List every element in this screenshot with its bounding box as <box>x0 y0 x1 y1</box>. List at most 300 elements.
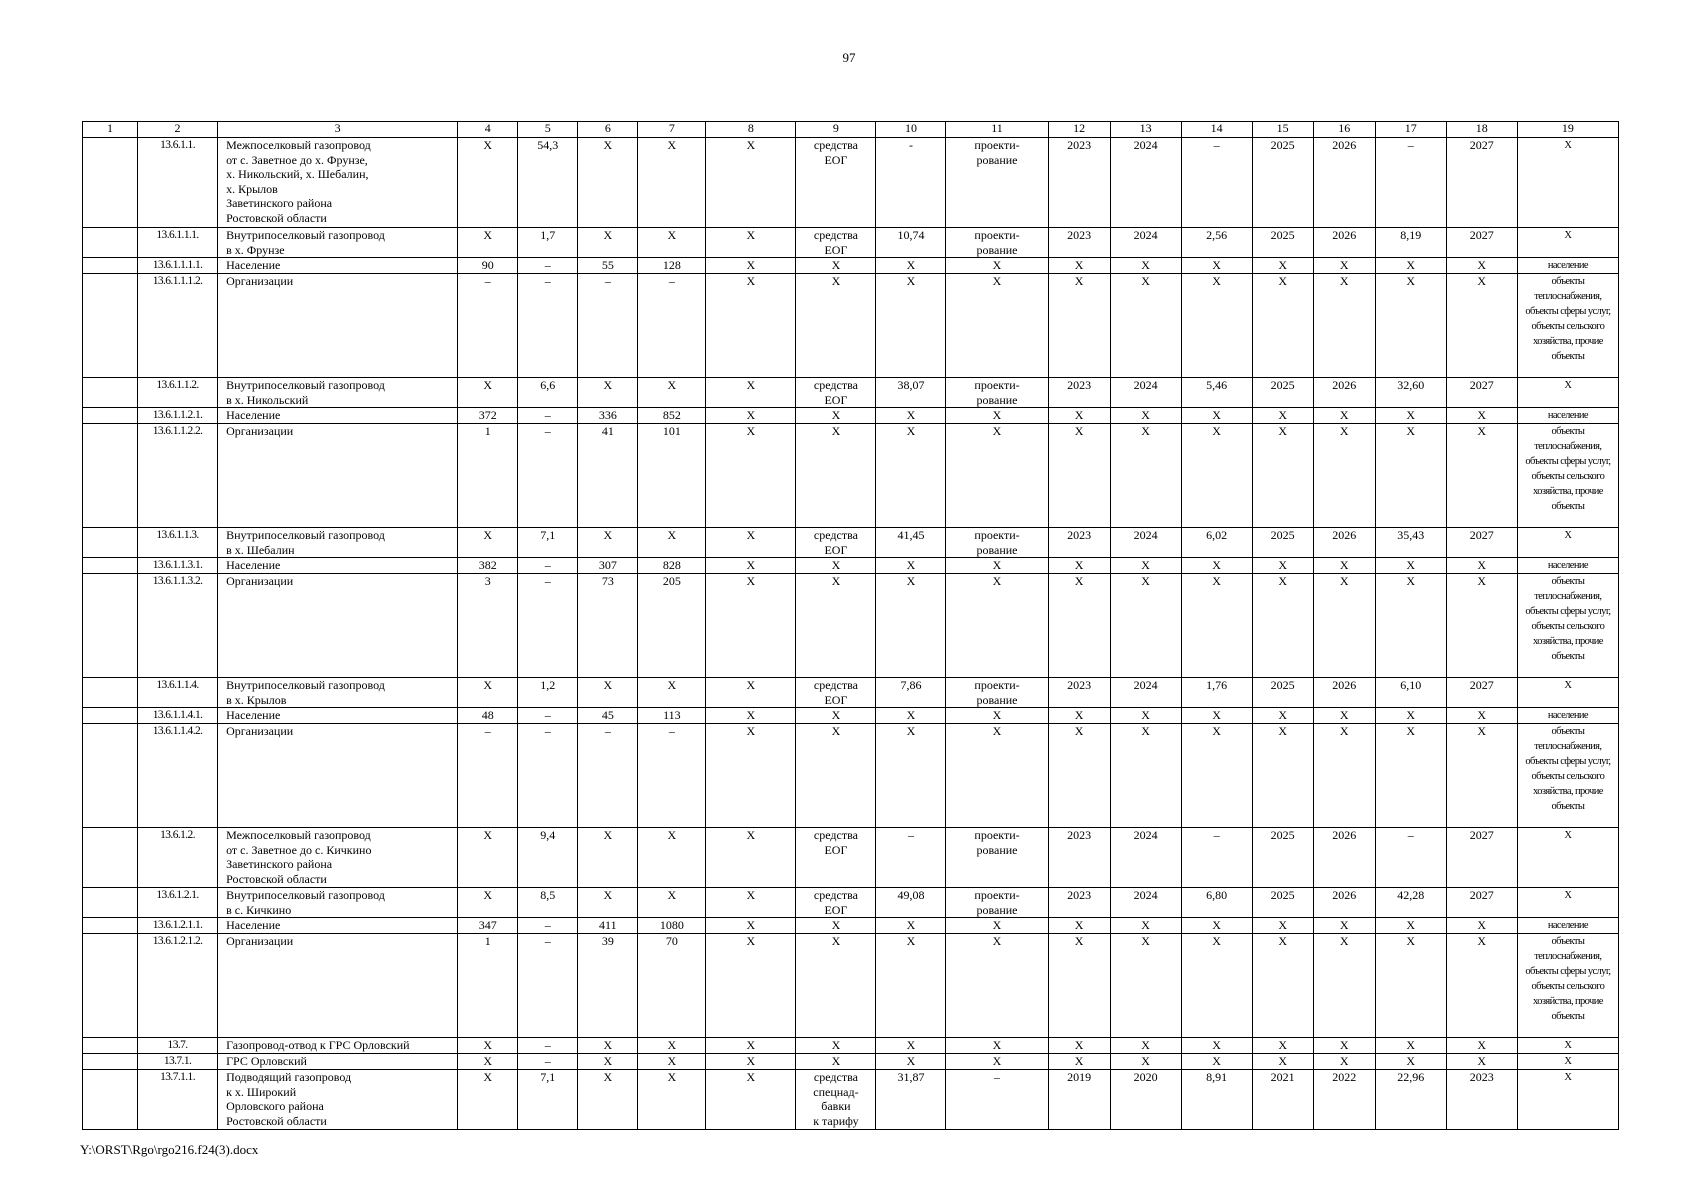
year-col15: Х <box>1252 918 1313 934</box>
year-col18: Х <box>1446 424 1517 528</box>
value-col4: Х <box>458 828 518 888</box>
stage: Х <box>946 724 1048 828</box>
consumers: Х <box>1517 1038 1618 1054</box>
row-group-cell <box>83 918 138 934</box>
stage: Х <box>946 918 1048 934</box>
year-col15: Х <box>1252 558 1313 574</box>
value-col8: Х <box>706 828 796 888</box>
funding-source: Х <box>796 424 876 528</box>
table-row <box>83 558 1619 574</box>
value-col6: 411 <box>578 918 638 934</box>
stage: – <box>946 1070 1048 1130</box>
value-col4: Х <box>458 678 518 708</box>
table-row <box>83 1038 1619 1054</box>
length-km: – <box>518 274 578 378</box>
length-km: – <box>518 408 578 424</box>
year-col16: Х <box>1313 424 1375 528</box>
value-col14: – <box>1181 828 1252 888</box>
row-group-cell <box>83 678 138 708</box>
table-row <box>83 258 1619 274</box>
value-col7: Х <box>638 1070 706 1130</box>
year-col18: Х <box>1446 724 1517 828</box>
value-col4: Х <box>458 228 518 258</box>
consumers: население <box>1517 558 1618 574</box>
value-col7: 113 <box>638 708 706 724</box>
consumers: население <box>1517 708 1618 724</box>
cost-col10: 10,74 <box>876 228 946 258</box>
column-header: 12 <box>1048 122 1110 138</box>
cost-col10: Х <box>876 574 946 678</box>
year-col16: Х <box>1313 574 1375 678</box>
value-col6: Х <box>578 228 638 258</box>
value-col8: Х <box>706 228 796 258</box>
length-km: – <box>518 558 578 574</box>
value-col8: Х <box>706 934 796 1038</box>
year-col13: 2020 <box>1110 1070 1181 1130</box>
year-col18: Х <box>1446 1054 1517 1070</box>
year-col15: Х <box>1252 724 1313 828</box>
item-name: Внутрипоселковый газопровод в х. Никольский <box>218 378 458 408</box>
value-col7: Х <box>638 1038 706 1054</box>
value-col7: 852 <box>638 408 706 424</box>
item-name: Население <box>218 708 458 724</box>
consumers: объекты теплоснабжения, объекты сферы услуг, объекты сельского хозяйства, прочие объекты <box>1517 724 1618 828</box>
funding-source: Х <box>796 724 876 828</box>
item-name: Население <box>218 408 458 424</box>
year-col16: 2026 <box>1313 888 1375 918</box>
year-col16: 2022 <box>1313 1070 1375 1130</box>
value-col8: Х <box>706 888 796 918</box>
year-col15: Х <box>1252 1054 1313 1070</box>
value-col6: Х <box>578 528 638 558</box>
length-km: – <box>518 424 578 528</box>
year-col13: Х <box>1110 274 1181 378</box>
length-km: 7,1 <box>518 1070 578 1130</box>
value-col14: Х <box>1181 724 1252 828</box>
year-col12: 2023 <box>1048 678 1110 708</box>
year-col12: Х <box>1048 1054 1110 1070</box>
value-col8: Х <box>706 408 796 424</box>
value-col7: Х <box>638 1054 706 1070</box>
cost-col10: 38,07 <box>876 378 946 408</box>
column-header: 15 <box>1252 122 1313 138</box>
stage: Х <box>946 274 1048 378</box>
program-table <box>82 121 1619 1130</box>
year-col16: Х <box>1313 408 1375 424</box>
item-name: Население <box>218 258 458 274</box>
length-km: – <box>518 724 578 828</box>
value-col17: 22,96 <box>1375 1070 1446 1130</box>
value-col7: – <box>638 724 706 828</box>
table-row <box>83 138 1619 228</box>
cost-col10: Х <box>876 724 946 828</box>
stage: проекти- рование <box>946 528 1048 558</box>
cost-col10: 7,86 <box>876 678 946 708</box>
year-col18: Х <box>1446 574 1517 678</box>
item-name: Организации <box>218 574 458 678</box>
stage: проекти- рование <box>946 678 1048 708</box>
item-code: 13.6.1.2. <box>138 828 218 888</box>
year-col18: Х <box>1446 258 1517 274</box>
year-col15: Х <box>1252 708 1313 724</box>
year-col16: 2026 <box>1313 138 1375 228</box>
item-name: Население <box>218 558 458 574</box>
value-col17: Х <box>1375 918 1446 934</box>
row-group-cell <box>83 408 138 424</box>
value-col7: Х <box>638 378 706 408</box>
year-col12: Х <box>1048 934 1110 1038</box>
row-group-cell <box>83 424 138 528</box>
stage: Х <box>946 258 1048 274</box>
value-col6: 45 <box>578 708 638 724</box>
consumers: Х <box>1517 678 1618 708</box>
year-col15: Х <box>1252 574 1313 678</box>
value-col4: 372 <box>458 408 518 424</box>
year-col15: 2025 <box>1252 138 1313 228</box>
stage: Х <box>946 424 1048 528</box>
item-name: Межпоселковый газопровод от с. Заветное до с. Кичкино Заветинского района Ростовской области <box>218 828 458 888</box>
value-col14: 5,46 <box>1181 378 1252 408</box>
funding-source: Х <box>796 918 876 934</box>
year-col16: 2026 <box>1313 378 1375 408</box>
length-km: 9,4 <box>518 828 578 888</box>
year-col13: Х <box>1110 574 1181 678</box>
year-col13: 2024 <box>1110 678 1181 708</box>
consumers: население <box>1517 408 1618 424</box>
year-col13: 2024 <box>1110 888 1181 918</box>
funding-source: средства ЕОГ <box>796 228 876 258</box>
year-col16: Х <box>1313 708 1375 724</box>
year-col13: 2024 <box>1110 378 1181 408</box>
length-km: – <box>518 258 578 274</box>
consumers: Х <box>1517 1070 1618 1130</box>
year-col18: Х <box>1446 408 1517 424</box>
consumers: Х <box>1517 138 1618 228</box>
value-col6: 41 <box>578 424 638 528</box>
year-col16: Х <box>1313 934 1375 1038</box>
year-col12: Х <box>1048 574 1110 678</box>
value-col8: Х <box>706 138 796 228</box>
value-col7: 828 <box>638 558 706 574</box>
footer-file-path: Y:\ORST\Rgo\rgo216.f24(3).docx <box>80 1142 259 1157</box>
year-col13: Х <box>1110 918 1181 934</box>
length-km: 1,2 <box>518 678 578 708</box>
column-header: 3 <box>218 122 458 138</box>
length-km: – <box>518 1054 578 1070</box>
item-code: 13.6.1.1.1.1. <box>138 258 218 274</box>
funding-source: Х <box>796 934 876 1038</box>
value-col7: Х <box>638 828 706 888</box>
value-col17: – <box>1375 138 1446 228</box>
year-col15: Х <box>1252 274 1313 378</box>
value-col6: 39 <box>578 934 638 1038</box>
value-col14: Х <box>1181 918 1252 934</box>
value-col17: 6,10 <box>1375 678 1446 708</box>
value-col7: Х <box>638 228 706 258</box>
value-col7: Х <box>638 528 706 558</box>
consumers: объекты теплоснабжения, объекты сферы услуг, объекты сельского хозяйства, прочие объекты <box>1517 934 1618 1038</box>
item-name: Внутрипоселковый газопровод в х. Крылов <box>218 678 458 708</box>
consumers: объекты теплоснабжения, объекты сферы услуг, объекты сельского хозяйства, прочие объекты <box>1517 274 1618 378</box>
value-col17: 8,19 <box>1375 228 1446 258</box>
year-col18: 2027 <box>1446 528 1517 558</box>
column-header: 17 <box>1375 122 1446 138</box>
item-name: Внутрипоселковый газопровод в с. Кичкино <box>218 888 458 918</box>
value-col17: Х <box>1375 1038 1446 1054</box>
year-col12: 2023 <box>1048 138 1110 228</box>
value-col8: Х <box>706 1038 796 1054</box>
item-code: 13.6.1.1.4.2. <box>138 724 218 828</box>
funding-source: средства спецнад- бавки к тарифу <box>796 1070 876 1130</box>
value-col8: Х <box>706 678 796 708</box>
year-col12: Х <box>1048 408 1110 424</box>
value-col17: Х <box>1375 424 1446 528</box>
value-col6: 307 <box>578 558 638 574</box>
year-col12: 2023 <box>1048 828 1110 888</box>
value-col6: Х <box>578 1070 638 1130</box>
value-col6: – <box>578 274 638 378</box>
column-number-row <box>83 122 1619 138</box>
value-col14: Х <box>1181 258 1252 274</box>
value-col14: – <box>1181 138 1252 228</box>
item-name: Организации <box>218 934 458 1038</box>
year-col12: Х <box>1048 424 1110 528</box>
year-col12: Х <box>1048 724 1110 828</box>
stage: Х <box>946 574 1048 678</box>
table-row <box>83 1054 1619 1070</box>
value-col6: Х <box>578 378 638 408</box>
year-col18: Х <box>1446 934 1517 1038</box>
cost-col10: Х <box>876 424 946 528</box>
year-col13: Х <box>1110 1054 1181 1070</box>
year-col13: 2024 <box>1110 228 1181 258</box>
year-col18: Х <box>1446 918 1517 934</box>
value-col14: Х <box>1181 1054 1252 1070</box>
row-group-cell <box>83 934 138 1038</box>
value-col17: Х <box>1375 258 1446 274</box>
value-col14: Х <box>1181 574 1252 678</box>
cost-col10: – <box>876 828 946 888</box>
year-col12: Х <box>1048 274 1110 378</box>
stage: проекти- рование <box>946 138 1048 228</box>
stage: Х <box>946 934 1048 1038</box>
value-col4: Х <box>458 1054 518 1070</box>
funding-source: Х <box>796 408 876 424</box>
item-name: Внутрипоселковый газопровод в х. Шебалин <box>218 528 458 558</box>
row-group-cell <box>83 888 138 918</box>
table-row <box>83 918 1619 934</box>
table-row <box>83 274 1619 378</box>
value-col6: Х <box>578 138 638 228</box>
column-header: 13 <box>1110 122 1181 138</box>
row-group-cell <box>83 1070 138 1130</box>
item-name: Население <box>218 918 458 934</box>
value-col8: Х <box>706 708 796 724</box>
cost-col10: - <box>876 138 946 228</box>
year-col13: 2024 <box>1110 528 1181 558</box>
value-col14: Х <box>1181 424 1252 528</box>
year-col12: 2023 <box>1048 228 1110 258</box>
year-col12: Х <box>1048 258 1110 274</box>
cost-col10: Х <box>876 708 946 724</box>
length-km: – <box>518 934 578 1038</box>
year-col16: 2026 <box>1313 828 1375 888</box>
item-name: Подводящий газопровод к х. Широкий Орловского района Ростовской области <box>218 1070 458 1130</box>
year-col15: 2025 <box>1252 528 1313 558</box>
column-header: 18 <box>1446 122 1517 138</box>
row-group-cell <box>83 708 138 724</box>
value-col4: – <box>458 724 518 828</box>
value-col8: Х <box>706 274 796 378</box>
year-col15: Х <box>1252 408 1313 424</box>
column-header: 6 <box>578 122 638 138</box>
item-code: 13.7.1.1. <box>138 1070 218 1130</box>
value-col14: Х <box>1181 274 1252 378</box>
item-code: 13.7. <box>138 1038 218 1054</box>
value-col8: Х <box>706 574 796 678</box>
item-name: Внутрипоселковый газопровод в х. Фрунзе <box>218 228 458 258</box>
item-code: 13.6.1.1. <box>138 138 218 228</box>
value-col6: Х <box>578 678 638 708</box>
value-col8: Х <box>706 724 796 828</box>
value-col8: Х <box>706 1054 796 1070</box>
row-group-cell <box>83 1038 138 1054</box>
value-col4: 3 <box>458 574 518 678</box>
cost-col10: Х <box>876 918 946 934</box>
row-group-cell <box>83 378 138 408</box>
value-col17: Х <box>1375 274 1446 378</box>
year-col12: Х <box>1048 918 1110 934</box>
item-code: 13.6.1.1.2. <box>138 378 218 408</box>
value-col8: Х <box>706 528 796 558</box>
value-col4: – <box>458 274 518 378</box>
value-col17: Х <box>1375 934 1446 1038</box>
column-header: 16 <box>1313 122 1375 138</box>
cost-col10: Х <box>876 1054 946 1070</box>
item-name: Организации <box>218 424 458 528</box>
year-col18: 2027 <box>1446 228 1517 258</box>
funding-source: Х <box>796 558 876 574</box>
value-col4: 1 <box>458 424 518 528</box>
value-col14: 2,56 <box>1181 228 1252 258</box>
value-col14: Х <box>1181 558 1252 574</box>
value-col17: – <box>1375 828 1446 888</box>
year-col13: 2024 <box>1110 138 1181 228</box>
row-group-cell <box>83 228 138 258</box>
year-col16: Х <box>1313 724 1375 828</box>
item-name: Организации <box>218 724 458 828</box>
year-col13: 2024 <box>1110 828 1181 888</box>
column-header: 11 <box>946 122 1048 138</box>
funding-source: средства ЕОГ <box>796 528 876 558</box>
row-group-cell <box>83 558 138 574</box>
page-number: 97 <box>842 50 856 65</box>
table-row <box>83 424 1619 528</box>
row-group-cell <box>83 528 138 558</box>
year-col15: 2025 <box>1252 228 1313 258</box>
year-col16: 2026 <box>1313 678 1375 708</box>
funding-source: средства ЕОГ <box>796 678 876 708</box>
length-km: – <box>518 708 578 724</box>
year-col16: 2026 <box>1313 528 1375 558</box>
value-col14: Х <box>1181 1038 1252 1054</box>
value-col4: Х <box>458 1038 518 1054</box>
row-group-cell <box>83 138 138 228</box>
consumers: население <box>1517 258 1618 274</box>
cost-col10: Х <box>876 274 946 378</box>
value-col17: Х <box>1375 1054 1446 1070</box>
year-col15: 2025 <box>1252 678 1313 708</box>
year-col16: Х <box>1313 918 1375 934</box>
column-header: 4 <box>458 122 518 138</box>
cost-col10: Х <box>876 408 946 424</box>
funding-source: Х <box>796 574 876 678</box>
value-col7: 1080 <box>638 918 706 934</box>
stage: Х <box>946 708 1048 724</box>
row-group-cell <box>83 258 138 274</box>
stage: Х <box>946 558 1048 574</box>
value-col17: Х <box>1375 574 1446 678</box>
funding-source: Х <box>796 258 876 274</box>
column-header: 2 <box>138 122 218 138</box>
year-col18: 2023 <box>1446 1070 1517 1130</box>
year-col16: Х <box>1313 1038 1375 1054</box>
funding-source: средства ЕОГ <box>796 138 876 228</box>
year-col16: Х <box>1313 1054 1375 1070</box>
table-row <box>83 408 1619 424</box>
funding-source: Х <box>796 1054 876 1070</box>
value-col17: 35,43 <box>1375 528 1446 558</box>
value-col8: Х <box>706 558 796 574</box>
value-col14: Х <box>1181 708 1252 724</box>
year-col16: Х <box>1313 558 1375 574</box>
value-col14: Х <box>1181 408 1252 424</box>
value-col4: 90 <box>458 258 518 274</box>
consumers: объекты теплоснабжения, объекты сферы услуг, объекты сельского хозяйства, прочие объекты <box>1517 574 1618 678</box>
year-col12: 2023 <box>1048 528 1110 558</box>
year-col13: Х <box>1110 934 1181 1038</box>
length-km: – <box>518 574 578 678</box>
funding-source: средства ЕОГ <box>796 378 876 408</box>
value-col7: 70 <box>638 934 706 1038</box>
value-col17: Х <box>1375 558 1446 574</box>
table-row <box>83 724 1619 828</box>
item-code: 13.6.1.1.4. <box>138 678 218 708</box>
stage: Х <box>946 1038 1048 1054</box>
funding-source: Х <box>796 274 876 378</box>
length-km: 1,7 <box>518 228 578 258</box>
year-col18: 2027 <box>1446 678 1517 708</box>
consumers: население <box>1517 918 1618 934</box>
year-col15: Х <box>1252 934 1313 1038</box>
length-km: 6,6 <box>518 378 578 408</box>
table-row <box>83 888 1619 918</box>
length-km: 8,5 <box>518 888 578 918</box>
year-col15: Х <box>1252 424 1313 528</box>
year-col18: Х <box>1446 274 1517 378</box>
value-col8: Х <box>706 378 796 408</box>
column-header: 1 <box>83 122 138 138</box>
year-col15: 2021 <box>1252 1070 1313 1130</box>
item-name: Организации <box>218 274 458 378</box>
value-col4: Х <box>458 1070 518 1130</box>
value-col4: 347 <box>458 918 518 934</box>
value-col6: 55 <box>578 258 638 274</box>
year-col15: Х <box>1252 1038 1313 1054</box>
value-col4: 382 <box>458 558 518 574</box>
funding-source: средства ЕОГ <box>796 828 876 888</box>
value-col7: Х <box>638 138 706 228</box>
